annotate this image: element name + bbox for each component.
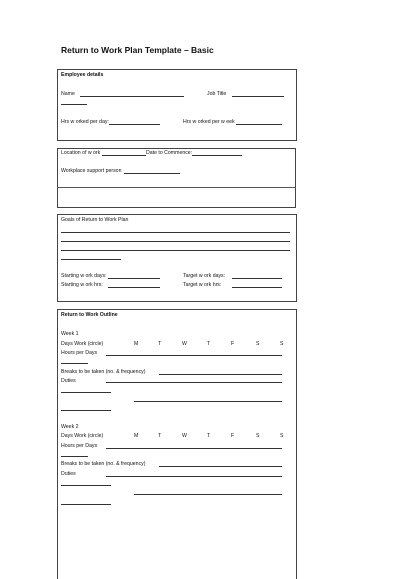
week-1-breaks-field[interactable]	[159, 374, 282, 375]
week-1-day-tue[interactable]: T	[158, 341, 162, 347]
job-title-label: Job Title	[207, 91, 227, 97]
starting-days-field[interactable]	[108, 278, 160, 279]
date-commence-label: Date to Commence:	[146, 150, 193, 156]
week-1-hours-label: Hours per Days	[61, 350, 98, 356]
week-2-duties-label: Duties	[61, 471, 76, 477]
goals-header: Goals of Return to Work Plan	[61, 217, 129, 223]
starting-hrs-label: Starting w ork hrs:	[61, 282, 103, 288]
location-section	[57, 148, 296, 208]
week-2-duties-line-3[interactable]	[134, 494, 282, 495]
week-2-day-thu[interactable]: T	[207, 433, 211, 439]
week-2-duties-line-1[interactable]	[106, 476, 282, 477]
week-1-duties-line-4[interactable]	[61, 410, 111, 411]
week-2-day-mon[interactable]: M	[134, 433, 139, 439]
support-person-label: Workplace support person	[61, 168, 122, 174]
week-1-hours-field-extra[interactable]	[61, 363, 88, 364]
starting-hrs-field[interactable]	[108, 287, 160, 288]
week-2-hours-label: Hours per Days	[61, 443, 98, 449]
employee-details-section	[57, 69, 297, 141]
week-1-duties-label: Duties	[61, 378, 76, 384]
name-field-continuation[interactable]	[61, 104, 87, 105]
week-2-breaks-label: Breaks to be taken (no. & frequency)	[61, 461, 146, 467]
hrs-per-week-field[interactable]	[236, 124, 282, 125]
week-1-day-sat[interactable]: S	[256, 341, 260, 347]
week-1-day-thu[interactable]: T	[207, 341, 211, 347]
goals-line-1[interactable]	[61, 232, 290, 233]
name-label: Name	[61, 91, 75, 97]
week-2-days-work-label: Days Work (circle)	[61, 433, 104, 439]
job-title-field[interactable]	[232, 96, 284, 97]
date-commence-field[interactable]	[192, 155, 242, 156]
goals-section	[57, 214, 297, 302]
location-label: Location of w ork	[61, 150, 101, 156]
support-person-field[interactable]	[124, 173, 180, 174]
week-2-day-sun[interactable]: S	[280, 433, 284, 439]
goals-line-3[interactable]	[61, 250, 290, 251]
target-days-label: Target w ork days:	[183, 273, 226, 279]
week-2-duties-line-2[interactable]	[61, 485, 111, 486]
week-1-day-sun[interactable]: S	[280, 341, 284, 347]
week-1-days-work-label: Days Work (circle)	[61, 341, 104, 347]
week-1-duties-line-3[interactable]	[134, 401, 282, 402]
week-2-day-wed[interactable]: W	[182, 433, 187, 439]
week-2-day-fri[interactable]: F	[231, 433, 235, 439]
week-2-breaks-field[interactable]	[159, 466, 282, 467]
outline-header: Return to Work Outline	[61, 312, 118, 318]
hrs-per-day-label: Hrs w orked per day:	[61, 119, 109, 125]
week-1-day-mon[interactable]: M	[134, 341, 139, 347]
target-hrs-label: Target w ork hrs:	[183, 282, 222, 288]
location-divider	[57, 187, 296, 188]
week-2-hours-field-extra[interactable]	[61, 456, 88, 457]
week-1-breaks-label: Breaks to be taken (no. & frequency)	[61, 369, 146, 375]
hrs-per-day-field[interactable]	[109, 124, 160, 125]
week-2-label: Week 2	[61, 424, 79, 430]
page-title: Return to Work Plan Template – Basic	[61, 45, 214, 55]
week-1-hours-field[interactable]	[106, 355, 282, 356]
week-2-duties-line-4[interactable]	[61, 504, 111, 505]
starting-days-label: Starting w ork days:	[61, 273, 107, 279]
week-1-day-fri[interactable]: F	[231, 341, 235, 347]
week-1-day-wed[interactable]: W	[182, 341, 187, 347]
hrs-per-week-label: Hrs w orked per w eek	[183, 119, 235, 125]
location-field[interactable]	[102, 155, 146, 156]
goals-line-4[interactable]	[61, 259, 121, 260]
name-field[interactable]	[80, 96, 184, 97]
week-2-hours-field[interactable]	[106, 448, 282, 449]
goals-line-2[interactable]	[61, 241, 290, 242]
employee-details-header: Employee details	[61, 72, 104, 78]
week-1-label: Week 1	[61, 331, 79, 337]
target-hrs-field[interactable]	[232, 287, 282, 288]
week-1-duties-line-1[interactable]	[106, 382, 282, 383]
week-2-day-tue[interactable]: T	[158, 433, 162, 439]
target-days-field[interactable]	[232, 278, 282, 279]
week-2-day-sat[interactable]: S	[256, 433, 260, 439]
week-1-duties-line-2[interactable]	[61, 392, 111, 393]
